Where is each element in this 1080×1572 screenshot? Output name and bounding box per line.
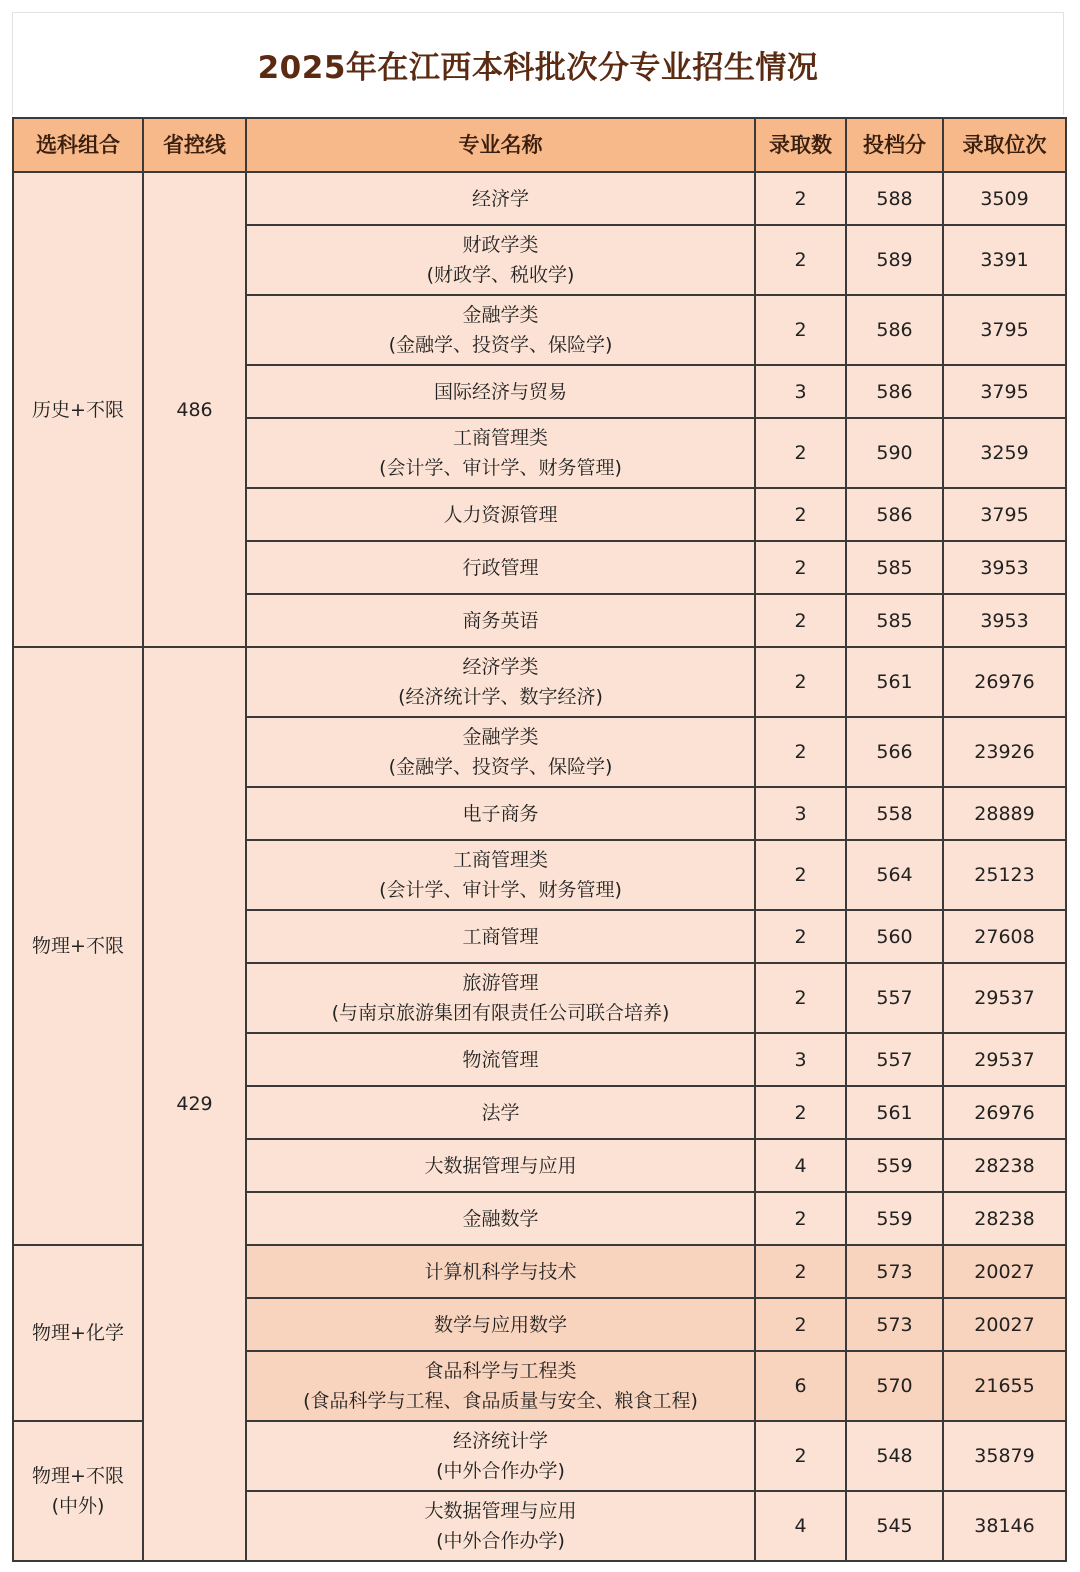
rank-cell: 3259: [943, 418, 1066, 488]
enrolled-cell: 2: [755, 488, 846, 541]
score-cell: 589: [846, 225, 943, 295]
group-name: 物理+化学: [32, 1322, 124, 1344]
major-cell: [246, 1421, 755, 1491]
rank-cell: 3953: [943, 594, 1066, 647]
enrolled-cell: 2: [755, 225, 846, 295]
major-name: 大数据管理与应用: [424, 1500, 577, 1522]
rank-cell: 3953: [943, 541, 1066, 594]
enrolled-cell: 2: [755, 647, 846, 717]
score-cell: 559: [846, 1192, 943, 1245]
major-detail: (中外合作办学): [436, 1530, 565, 1552]
enrolled-cell: 2: [755, 1245, 846, 1298]
header-control-line: 省控线: [143, 118, 246, 172]
rank-cell: 3795: [943, 488, 1066, 541]
major-cell: [246, 1491, 755, 1561]
rank-cell: 27608: [943, 910, 1066, 963]
major-detail: (经济统计学、数字经济): [398, 686, 603, 708]
major-name: 财政学类: [462, 234, 539, 256]
table-body: [13, 172, 1066, 1561]
score-cell: 585: [846, 541, 943, 594]
score-cell: 566: [846, 717, 943, 787]
header-rank: 录取位次: [943, 118, 1066, 172]
major-detail: (与南京旅游集团有限责任公司联合培养): [331, 1002, 670, 1024]
rank-cell: 29537: [943, 963, 1066, 1033]
major-cell: [246, 647, 755, 717]
score-cell: 564: [846, 840, 943, 910]
major-cell: [246, 1245, 755, 1298]
major-name: 旅游管理: [462, 972, 539, 994]
major-name: 工商管理类: [452, 849, 548, 871]
score-cell: 588: [846, 172, 943, 225]
rank-cell: 25123: [943, 840, 1066, 910]
major-name: 计算机科学与技术: [424, 1260, 577, 1283]
score-cell: 586: [846, 295, 943, 365]
major-name: 经济统计学: [452, 1430, 548, 1452]
major-name: 行政管理: [462, 556, 539, 579]
enrolled-cell: 2: [755, 594, 846, 647]
enrolled-cell: 3: [755, 787, 846, 840]
rank-cell: 26976: [943, 647, 1066, 717]
rank-cell: 3391: [943, 225, 1066, 295]
major-name: 法学: [481, 1101, 520, 1124]
major-cell: [246, 840, 755, 910]
enrolled-cell: 2: [755, 1192, 846, 1245]
major-cell: [246, 787, 755, 840]
major-name: 电子商务: [462, 802, 539, 825]
group-cell: [13, 1245, 143, 1421]
rank-cell: 29537: [943, 1033, 1066, 1086]
major-name: 大数据管理与应用: [424, 1154, 577, 1177]
rank-cell: 3795: [943, 295, 1066, 365]
group-cell: [13, 647, 143, 1245]
major-cell: [246, 910, 755, 963]
enrolled-cell: 2: [755, 172, 846, 225]
score-cell: 586: [846, 365, 943, 418]
enrolled-cell: 2: [755, 295, 846, 365]
major-cell: [246, 488, 755, 541]
major-cell: [246, 1192, 755, 1245]
score-cell: 560: [846, 910, 943, 963]
enrolled-cell: 4: [755, 1491, 846, 1561]
major-detail: (食品科学与工程、食品质量与安全、粮食工程): [303, 1390, 698, 1412]
major-detail: (会计学、审计学、财务管理): [379, 457, 622, 479]
major-cell: [246, 1139, 755, 1192]
enrolled-cell: 2: [755, 418, 846, 488]
score-cell: 570: [846, 1351, 943, 1421]
score-cell: 561: [846, 1086, 943, 1139]
major-cell: [246, 418, 755, 488]
enrolled-cell: 2: [755, 1421, 846, 1491]
rank-cell: 23926: [943, 717, 1066, 787]
major-name: 经济学: [471, 187, 529, 210]
rank-cell: 26976: [943, 1086, 1066, 1139]
group-name: 历史+不限: [32, 398, 124, 421]
page-title: 2025年在江西本科批次分专业招生情况: [257, 49, 819, 86]
table-row: [13, 172, 1066, 225]
major-name: 数学与应用数学: [433, 1313, 567, 1336]
major-cell: [246, 225, 755, 295]
major-cell: [246, 365, 755, 418]
table-header-row: [13, 118, 1066, 172]
major-detail: (财政学、税收学): [426, 264, 575, 286]
score-cell: 545: [846, 1491, 943, 1561]
major-name: 工商管理类: [452, 427, 548, 449]
enrolled-cell: 2: [755, 840, 846, 910]
rank-cell: 35879: [943, 1421, 1066, 1491]
major-cell: [246, 541, 755, 594]
enrolled-cell: 2: [755, 717, 846, 787]
group-cell: [13, 172, 143, 647]
major-detail: (中外合作办学): [436, 1460, 565, 1482]
enrolled-cell: 3: [755, 1033, 846, 1086]
group-cell: [13, 1421, 143, 1561]
score-cell: 557: [846, 1033, 943, 1086]
major-cell: [246, 1298, 755, 1351]
table-row: [13, 647, 1066, 717]
control-line-cell: 486: [143, 172, 246, 647]
major-name: 金融学类: [462, 304, 539, 326]
major-name: 金融数学: [462, 1207, 539, 1230]
major-name: 经济学类: [462, 656, 539, 678]
rank-cell: 3509: [943, 172, 1066, 225]
header-score: 投档分: [846, 118, 943, 172]
group-name: 物理+不限: [32, 935, 124, 957]
rank-cell: 28238: [943, 1139, 1066, 1192]
enrolled-cell: 4: [755, 1139, 846, 1192]
major-detail: (金融学、投资学、保险学): [388, 334, 613, 356]
major-cell: [246, 1033, 755, 1086]
enrolled-cell: 2: [755, 1086, 846, 1139]
major-cell: [246, 295, 755, 365]
enrolled-cell: 2: [755, 1298, 846, 1351]
title-box: [12, 12, 1064, 115]
enrolled-cell: 6: [755, 1351, 846, 1421]
rank-cell: 38146: [943, 1491, 1066, 1561]
major-name: 金融学类: [462, 726, 539, 748]
major-cell: [246, 1086, 755, 1139]
major-detail: (金融学、投资学、保险学): [388, 756, 613, 778]
major-name: 工商管理: [462, 925, 539, 948]
score-cell: 573: [846, 1245, 943, 1298]
major-name: 国际经济与贸易: [433, 380, 567, 403]
score-cell: 557: [846, 963, 943, 1033]
score-cell: 573: [846, 1298, 943, 1351]
group-name: 物理+不限: [32, 1465, 124, 1487]
rank-cell: 20027: [943, 1245, 1066, 1298]
major-name: 人力资源管理: [443, 503, 558, 526]
enrolled-cell: 2: [755, 963, 846, 1033]
major-detail: (会计学、审计学、财务管理): [379, 879, 622, 901]
group-name-line2: (中外): [51, 1495, 105, 1517]
major-name: 商务英语: [462, 609, 539, 632]
score-cell: 590: [846, 418, 943, 488]
header-group: 选科组合: [13, 118, 143, 172]
control-line-cell: 429: [143, 647, 246, 1561]
header-enrolled: 录取数: [755, 118, 846, 172]
enrolled-cell: 3: [755, 365, 846, 418]
major-cell: [246, 594, 755, 647]
score-cell: 558: [846, 787, 943, 840]
rank-cell: 3795: [943, 365, 1066, 418]
major-cell: [246, 717, 755, 787]
score-cell: 548: [846, 1421, 943, 1491]
score-cell: 561: [846, 647, 943, 717]
rank-cell: 21655: [943, 1351, 1066, 1421]
major-cell: [246, 172, 755, 225]
score-cell: 586: [846, 488, 943, 541]
rank-cell: 20027: [943, 1298, 1066, 1351]
enrolled-cell: 2: [755, 541, 846, 594]
enrolled-cell: 2: [755, 910, 846, 963]
major-name: 食品科学与工程类: [424, 1360, 577, 1382]
rank-cell: 28889: [943, 787, 1066, 840]
rank-cell: 28238: [943, 1192, 1066, 1245]
score-cell: 585: [846, 594, 943, 647]
admission-table: [12, 117, 1067, 1562]
major-cell: [246, 963, 755, 1033]
major-cell: [246, 1351, 755, 1421]
major-name: 物流管理: [462, 1048, 539, 1071]
score-cell: 559: [846, 1139, 943, 1192]
header-major: 专业名称: [246, 118, 755, 172]
